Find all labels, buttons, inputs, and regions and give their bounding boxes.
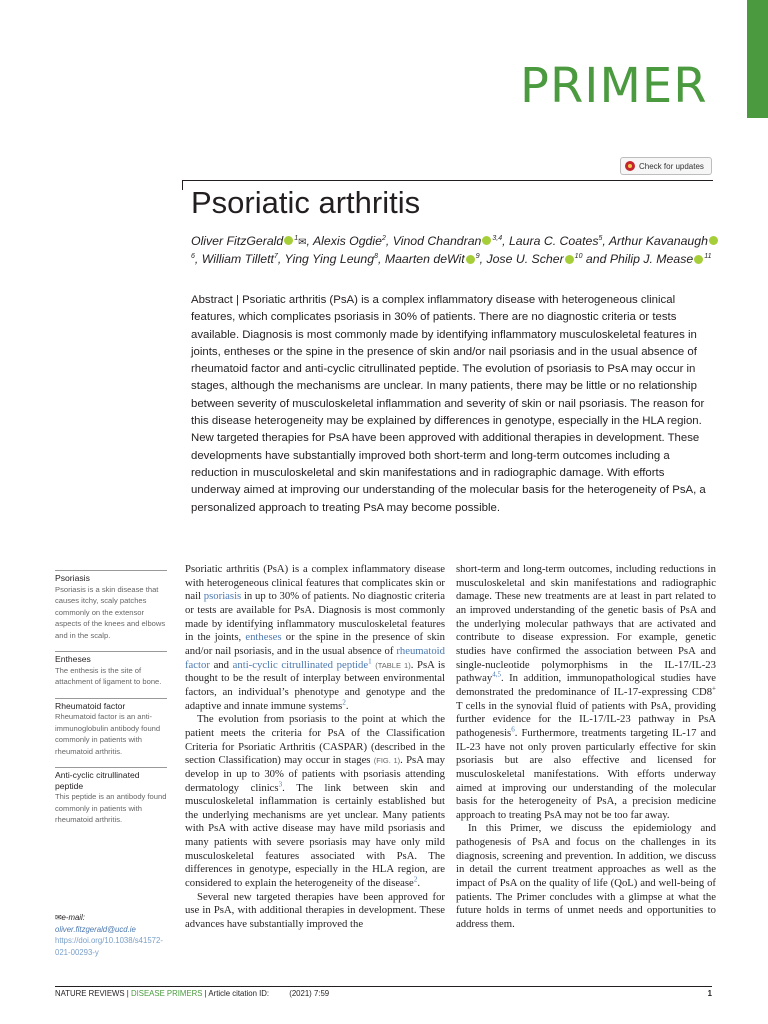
- affiliation-number: 10: [574, 253, 583, 261]
- contact-block: [55, 912, 167, 958]
- figure-ref[interactable]: (FIG. 1): [373, 756, 401, 766]
- body-column-2: [456, 563, 716, 932]
- orcid-icon[interactable]: [482, 236, 491, 245]
- affiliation-number: 5: [598, 234, 603, 242]
- citation-ref[interactable]: 2: [413, 875, 418, 884]
- glossary-entry: [55, 570, 167, 641]
- glossary-term: Entheses: [55, 654, 91, 664]
- title-rule: [182, 180, 713, 181]
- affiliation-number: 3,4: [492, 234, 503, 242]
- affiliation-number: 11: [704, 253, 712, 261]
- author-list: Oliver FitzGerald $^1$✉, Alexis Ogdie$^2$, Vinod Chandran $^{3,4}$, Laura C. Coates$^5$, Arthur Kavanaugh$^6$, William Tillett$^7$, Ying Ying Leung$^8$, Maarten deWit $^9$, Jose U. Scher $^{10}$ and Philip J. Mease $^{11}$: [191, 233, 721, 269]
- paragraph: short-term and long-term outcomes, including reductions in musculoskeletal and skin manifestations and radiographic damage. These new treatments are at least in part related to an improved understanding of the genetic basis of PsA and the underlying molecular pathways that are activated and contribute to disease expression. For example, genetic studies have confirmed the association between PsA and single-nucleotide polymorphisms in the IL-17/IL-23 pathway$^{4,5}$. In addition, immunopathological studies have demonstrated the predominance of IL-17-expressing CD8+ T cells in the synovial fluid of patients with PsA, providing further evidence for the IL-17/IL-23 pathway in PsA pathogenesis$^6$. Furthermore, treatments targeting IL-17 and IL-23 have not only proven particularly effective for skin psoriasis but are also effective and licensed for musculoskeletal manifestations. With efforts underway aimed at improving our understanding of the molecular basis for the heterogeneity of PsA, a precision medicine approach to treating PsA may not be too far away.: [456, 563, 716, 821]
- citation-ref[interactable]: 4,5: [492, 670, 501, 679]
- affiliation-number: 9: [475, 253, 480, 261]
- affiliation-number: 7: [273, 253, 278, 261]
- orcid-icon[interactable]: [466, 255, 475, 264]
- paragraph: Several new targeted therapies have been approved for use in PsA, with additional therapies in development. These advances have substantially improved the: [185, 890, 445, 931]
- glossary-definition: Psoriasis is a skin disease that causes itchy, scaly patches commonly on the extensor aspects of the knees and elbows and in the scalp.: [55, 584, 166, 640]
- author-name[interactable]: Maarten deWit: [384, 252, 465, 267]
- glossary-rule: [55, 767, 167, 768]
- table-ref[interactable]: (TABLE 1): [375, 660, 411, 670]
- journal-name: NATURE REVIEWS: [55, 989, 125, 998]
- paragraph: The evolution from psoriasis to the point at which the patient meets the criteria for PsA of the Classification Criteria for Psoriatic Arthritis (CASPAR) (described in the section Classification) may occur in stages (FIG. 1). PsA may develop in up to 30% of patients with psoriasis attending dermatology clinics$^3$. The link between skin and musculoskeletal inflammation is certainly established but the underlying mechanisms are yet unclear. Many patients with PsA with active disease may have mild psoriasis and many patients with severe psoriasis may have only mild musculoskeletal features associated with PsA. The differences in genotype, especially in the HLA region, are considered to explain the heterogeneity of the disease$^2$.: [185, 713, 446, 890]
- author-name[interactable]: Jose U. Scher: [486, 252, 564, 267]
- check-updates-button[interactable]: [620, 157, 712, 175]
- glossary-term: Anti-cyclic citrullinated peptide: [55, 770, 140, 791]
- glossary-entry: [55, 698, 167, 758]
- page-footer: NATURE REVIEWS | DISEASE PRIMERS | Article citation ID: (2021) 7:59 1: [55, 989, 712, 998]
- journal-series: DISEASE PRIMERS: [130, 989, 203, 998]
- author-name[interactable]: Vinod Chandran: [392, 234, 482, 248]
- orcid-icon[interactable]: [694, 255, 703, 264]
- check-updates-label: Check for updates: [639, 161, 704, 171]
- citation-ref[interactable]: 3: [278, 779, 283, 788]
- citation-ref[interactable]: 2: [342, 698, 346, 706]
- glossary-sidebar: [55, 570, 167, 836]
- paragraph: Psoriatic arthritis (PsA) is a complex inflammatory disease with heterogeneous clinical features that complicates skin or nail psoriasis in up to 30% of patients. No diagnostic criteria or tests are available for PsA. Diagnosis is most commonly made by identifying inflammatory musculoskeletal features in the joints, entheses or the spine in the presence of skin and/or nail psoriasis, and in the usual absence of rheumatoid factor and anti-cyclic citrullinated peptide$^1$ (TABLE 1). PsA is thought to be the result of interplay between environmental factors, an individual’s phenotype and genotype and the adaptive and innate immune systems$^2$.: [185, 563, 446, 712]
- glossary-rule: [55, 698, 167, 699]
- author-name[interactable]: Laura C. Coates: [508, 234, 599, 248]
- glossary-rule: [55, 651, 167, 652]
- author-name[interactable]: Ying Ying Leung: [284, 252, 375, 267]
- glossary-term: Rheumatoid factor: [55, 700, 126, 711]
- author-name[interactable]: William Tillett: [201, 252, 274, 267]
- abstract-text: Psoriatic arthritis (PsA) is a complex inflammatory disease with heterogeneous clinical features, which complicates psoriasis in 30% of patients. There are no diagnostic criteria or tests available. Diagnosis is most commonly made by identifying inflammatory musculoskeletal features in joints, entheses or the spine in the presence of skin and/or nail psoriasis and in the usual absence of rheumatoid factor and anti-cyclic citrullinated peptide. The evolution of psoriasis to PsA may occur in stages, although the mechanisms are unclear. In many patients, there may be little or no relationship between severity of musculoskeletal inflammation and severity of skin or nail psoriasis. The reason for this disease heterogeneity may be explained by differences in genotype, especially in the HLA region. New targeted therapies for PsA have been approved with additional therapies in development. These developments have substantially improved both short-term and long-term outcomes including a reduction in musculoskeletal and skin manifestations and in radiographic damage. With efforts underway aimed at improving our understanding of the molecular basis for the heterogeneity of PsA, a personalized approach to treating PsA may become possible.: [191, 294, 706, 514]
- author-name[interactable]: Alexis Ogdie: [312, 234, 382, 248]
- glossary-entry: [55, 767, 167, 826]
- doi-link[interactable]: https://doi.org/10.1038/s41572-021-00293-y: [55, 936, 163, 957]
- citation-ref[interactable]: 1: [368, 657, 372, 666]
- affiliation-number: 6: [191, 253, 195, 261]
- email-link[interactable]: oliver.fitzgerald@ucd.ie: [55, 924, 136, 934]
- orcid-icon[interactable]: [565, 255, 574, 264]
- glossary-link-entheses[interactable]: entheses: [245, 631, 282, 644]
- glossary-link-psoriasis[interactable]: psoriasis: [203, 590, 242, 603]
- author-name[interactable]: Philip J. Mease: [609, 252, 694, 267]
- citation-id: (2021) 7:59: [289, 989, 330, 998]
- email-icon[interactable]: ✉: [298, 237, 307, 248]
- orcid-icon[interactable]: [709, 236, 718, 245]
- author-name[interactable]: Arthur Kavanaugh: [608, 234, 708, 248]
- glossary-term: Psoriasis: [55, 573, 90, 583]
- title-rule-tick: [182, 180, 183, 190]
- paragraph: In this Primer, we discuss the epidemiology and pathogenesis of PsA and focus on the challenges in its diagnosis, screening and prevention. In addition, we discuss in detail the current treatment approaches as well as the impact of PsA on the quality of life (QoL) and well-being of patients. The Primer concludes with a glimpse at what the future holds in terms of unmet needs and opportunities to address them.: [456, 822, 716, 931]
- glossary-definition: The enthesis is the site of attachment of ligament to bone.: [55, 665, 162, 686]
- glossary-entry: [55, 651, 167, 688]
- page-number: 1: [707, 989, 712, 998]
- affiliation-number: 2: [381, 234, 386, 242]
- footer-rule: [55, 986, 712, 987]
- citation-ref[interactable]: 6: [511, 725, 515, 734]
- glossary-definition: Rheumatoid factor is an anti-immunoglobulin antibody found commonly in patients with rheumatoid arthritis.: [55, 712, 161, 756]
- email-icon: ✉: [55, 913, 62, 922]
- glossary-definition: This peptide is an antibody found commonly in patients with rheumatoid arthritis.: [55, 792, 167, 824]
- email-label: e-mail:: [61, 913, 85, 922]
- orcid-icon[interactable]: [284, 236, 293, 245]
- glossary-link-rheumatoid-factor[interactable]: rheumatoid factor: [185, 644, 445, 671]
- crossmark-icon: [625, 161, 635, 171]
- section-label: PRIMER: [520, 58, 708, 114]
- section-color-bar: [747, 0, 768, 118]
- article-title: Psoriatic arthritis: [191, 185, 421, 220]
- abstract: [191, 292, 716, 517]
- glossary-link-anti-ccp[interactable]: anti-cyclic citrullinated peptide: [232, 658, 369, 671]
- author-name[interactable]: Oliver FitzGerald: [191, 234, 284, 248]
- glossary-rule: [55, 570, 167, 571]
- affiliation-number: 8: [374, 253, 378, 261]
- abstract-label: Abstract |: [191, 294, 243, 306]
- affiliation-number: 1: [294, 234, 299, 242]
- body-column-1: [185, 563, 445, 932]
